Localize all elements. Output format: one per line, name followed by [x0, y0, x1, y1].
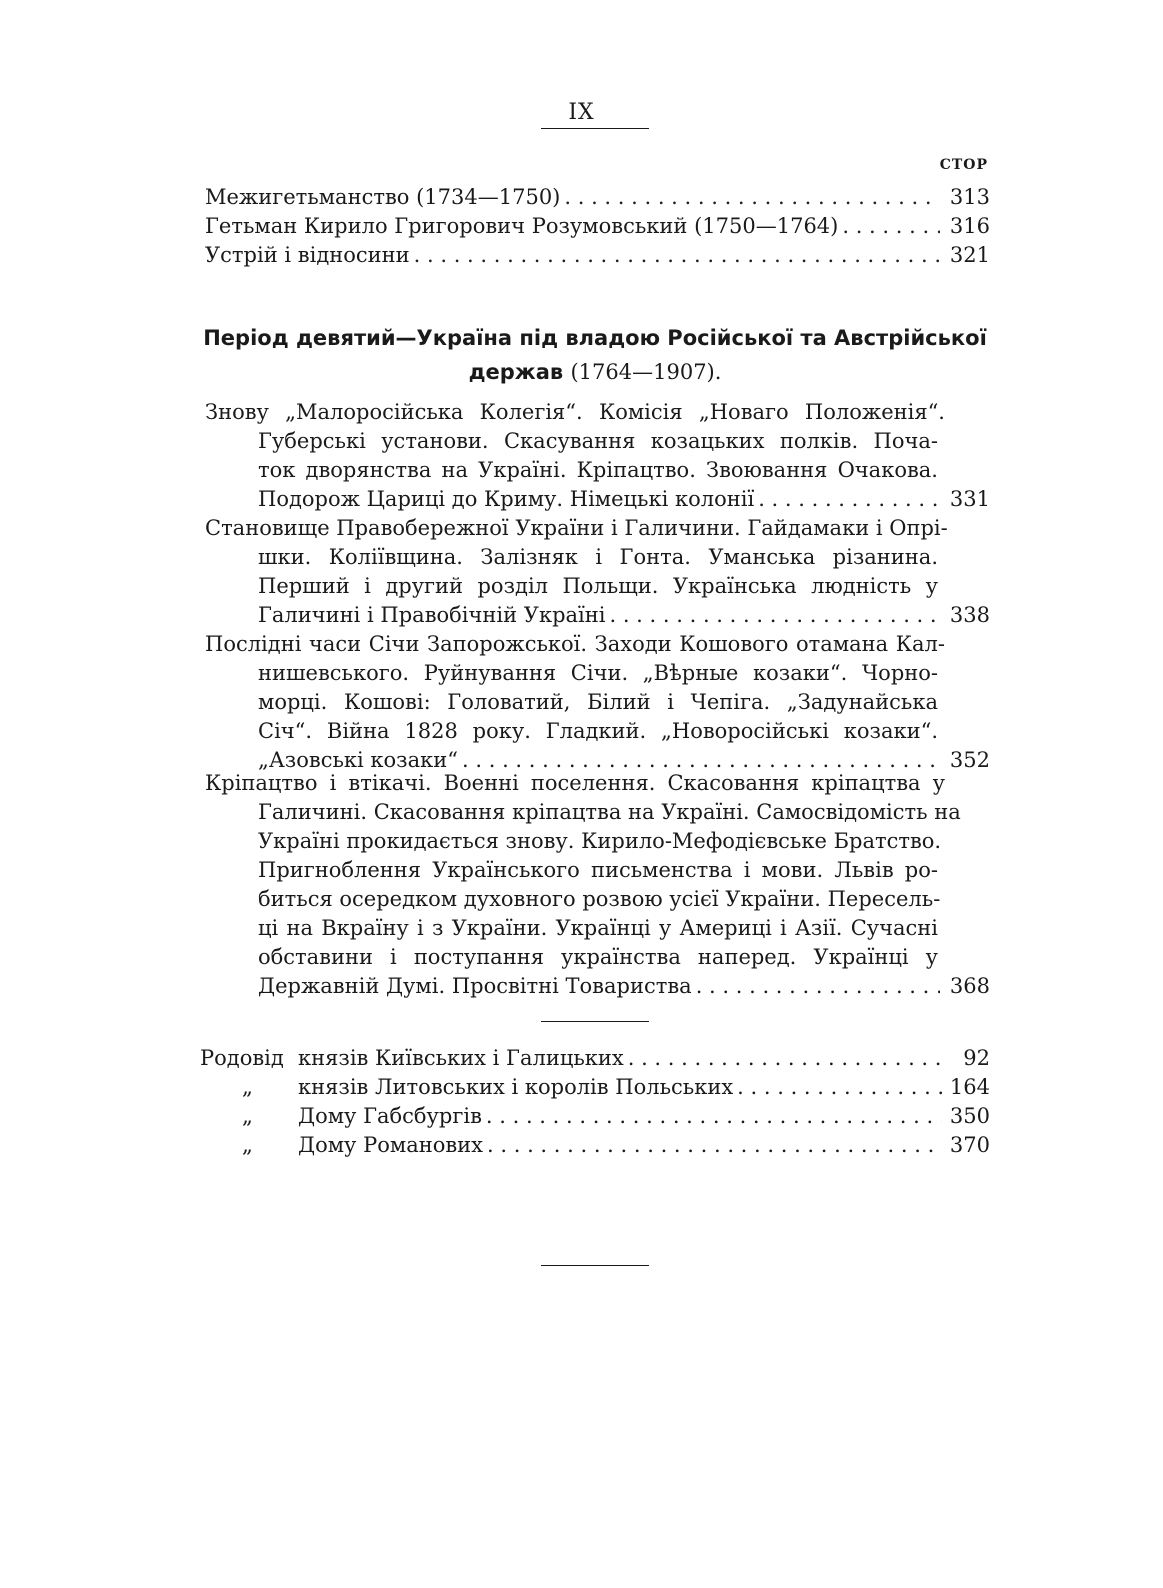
entry-line: Становище Правобережної України і Галичини. Гайдамаки і Опрі- — [205, 516, 948, 540]
leader-dots — [482, 1102, 942, 1131]
entry-line: Перший і другий розділ Польщи. Українська людність у — [258, 574, 938, 598]
toc-entry-page: 352 — [949, 748, 990, 772]
toc-entry-block — [205, 398, 990, 514]
entry-line: Січ“. Війна 1828 року. Гладкий. „Новоросійські козаки“. — [258, 719, 938, 743]
toc-entry-page: 368 — [949, 974, 990, 998]
toc-entry-title: Межигетьманство (1734—1750) — [205, 185, 561, 209]
toc-entry-block — [205, 630, 990, 775]
leader-dots — [624, 1044, 942, 1073]
entry-line: шки. Коліївщина. Залізняк і Гонта. Уманська різанина. — [258, 545, 938, 569]
genealogy-page: 164 — [949, 1075, 990, 1099]
entry-line: Україні прокидається знову. Кирило-Мефодієвське Братство. — [258, 829, 942, 853]
entry-line: ці на Вкраїну і з України. Українці у Америці і Азії. Сучасні — [258, 916, 938, 940]
entry-line: Кріпацтво і втікачі. Военні поселення. Скасовання кріпацтва у — [205, 771, 945, 795]
leader-dots — [483, 1131, 942, 1160]
toc-entry — [205, 183, 990, 212]
leader-dots — [605, 601, 940, 630]
toc-entry-page: 331 — [949, 487, 990, 511]
section-heading — [200, 321, 990, 389]
entry-line: Знову „Малоросійська Колегія“. Комісія „Новаго Положенія“. — [205, 400, 945, 424]
entry-line: „Азовські козаки“ — [258, 748, 459, 772]
entry-line: Галичині і Правобічній Україні — [258, 603, 606, 627]
entry-line: обставини і поступання українства наперед. Українці у — [258, 945, 938, 969]
toc-entry-title: Устрій і відносини — [205, 243, 410, 267]
leader-dots — [733, 1073, 942, 1102]
entry-line: ток дворянства на Україні. Кріпацтво. Звоювання Очакова. — [258, 458, 938, 482]
genealogy-title: князів Литовських і королів Польських — [298, 1075, 734, 1099]
toc-entry — [205, 241, 990, 270]
entry-line: нишевського. Руйнування Січи. „Вѣрные козаки“. Чорно- — [258, 661, 938, 685]
section-heading-line1: Період девятий—Україна під владою Російської та Австрійської — [203, 326, 987, 350]
entry-line: Подорож Цариці до Криму. Німецькі колонії — [258, 487, 755, 511]
section-heading-line2 — [200, 355, 990, 389]
toc-entry-page: 321 — [949, 243, 990, 267]
entry-line: Державній Думі. Просвітні Товариства — [258, 974, 692, 998]
section-heading-word: держав — [468, 360, 564, 384]
entry-line: Пригноблення Українського письменства і мови. Львів ро- — [258, 858, 938, 882]
genealogy-entry — [200, 1131, 990, 1160]
genealogy-label: Родовід — [200, 1046, 284, 1070]
toc-entry-block — [205, 769, 990, 1001]
genealogy-page: 370 — [949, 1133, 990, 1157]
genealogy-entry — [200, 1102, 990, 1131]
genealogy-page: 350 — [949, 1104, 990, 1128]
leader-dots — [410, 241, 940, 270]
leader-dots — [692, 972, 940, 1001]
entry-line: морці. Кошові: Головатий, Білий і Чепіга. „Задунайська — [258, 690, 938, 714]
section-divider — [541, 1021, 649, 1022]
ditto-mark: „ — [242, 1075, 253, 1099]
genealogy-entry — [200, 1073, 990, 1102]
toc-entry-page: 316 — [949, 214, 990, 238]
entry-line: Галичині. Скасовання кріпацтва на Україні. Самосвідомість на — [258, 800, 961, 824]
toc-entry-block — [205, 514, 990, 630]
toc-entry-title: Гетьман Кирило Григорович Розумовський (1750—1764) — [205, 214, 839, 238]
leader-dots — [560, 183, 940, 212]
end-rule — [541, 1265, 649, 1266]
genealogy-title: Дому Габсбургів — [298, 1104, 482, 1128]
ditto-mark: „ — [242, 1104, 253, 1128]
page-column-label: СТОР — [939, 157, 988, 173]
genealogy-page: 92 — [963, 1046, 990, 1070]
ditto-mark: „ — [242, 1133, 253, 1157]
toc-entry-page: 313 — [949, 185, 990, 209]
leader-dots — [754, 485, 940, 514]
page-number: IX — [568, 100, 595, 125]
entry-line: биться осередком духовного розвою усієї України. Пересель- — [258, 887, 941, 911]
toc-entry-page: 338 — [949, 603, 990, 627]
genealogy-entry — [200, 1044, 990, 1073]
toc-entry — [205, 212, 990, 241]
leader-dots — [838, 212, 940, 241]
header-rule — [541, 128, 649, 129]
entry-line: Губерські установи. Скасування козацьких полків. Поча- — [258, 429, 938, 453]
genealogy-title: Дому Романових — [298, 1133, 484, 1157]
genealogy-title: князів Київських і Галицьких — [298, 1046, 624, 1070]
entry-line: Послідні часи Січи Запорожської. Заходи Кошового отамана Кал- — [205, 632, 945, 656]
section-heading-years: (1764—1907). — [570, 360, 722, 384]
